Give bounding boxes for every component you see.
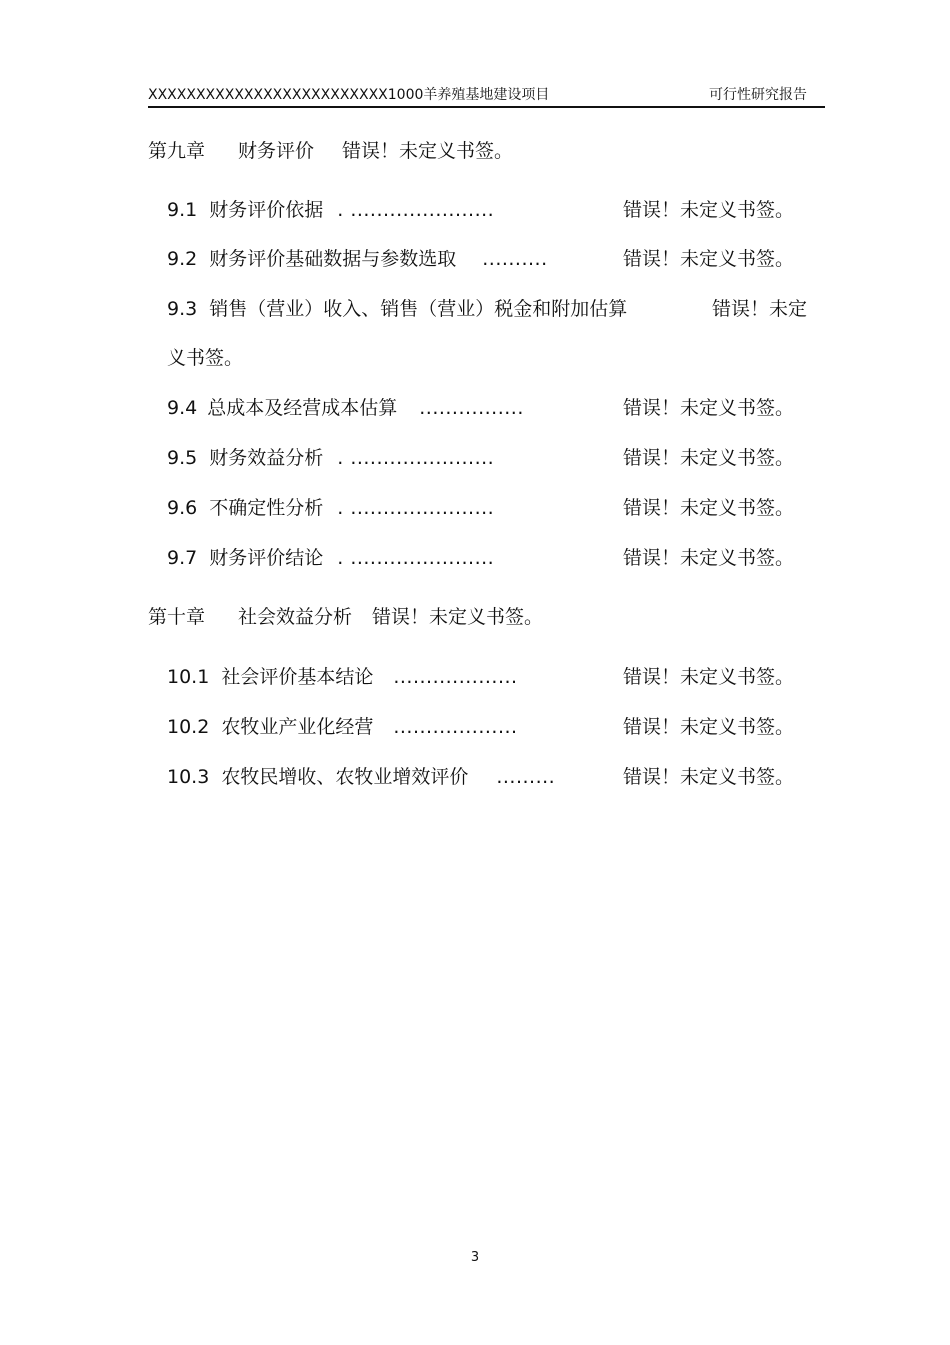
- leader-dots: . ......................: [337, 547, 495, 569]
- leader-dots: ................: [419, 397, 524, 419]
- chapter-number: 第九章: [148, 140, 206, 162]
- chapter-error: 错误！未定义书签。: [342, 140, 514, 162]
- toc-section-10-1[interactable]: [167, 665, 817, 689]
- section-number: 10.1: [167, 666, 210, 688]
- section-number: 9.5: [167, 447, 198, 469]
- section-number: 9.3: [167, 298, 198, 320]
- chapter-error: 错误！未定义书签。: [372, 606, 544, 628]
- toc-section-10-3[interactable]: [167, 765, 817, 789]
- section-number: 9.1: [167, 199, 198, 221]
- section-title: 财务评价依据: [209, 199, 324, 221]
- toc-section-9-1[interactable]: [167, 198, 817, 222]
- section-error: 错误！未定义书签。: [623, 447, 795, 469]
- section-title: 不确定性分析: [209, 497, 324, 519]
- leader-dots: ...................: [393, 716, 518, 738]
- section-error: 错误！未定义书签。: [623, 497, 795, 519]
- section-error: 错误！未定义书签。: [623, 716, 795, 738]
- section-title: 总成本及经营成本估算: [207, 397, 398, 419]
- section-title: 农牧民增收、农牧业增效评价: [221, 766, 469, 788]
- leader-dots: ...................: [393, 666, 518, 688]
- header-project-title: XXXXXXXXXXXXXXXXXXXXXXXXX1000羊养殖基地建设项目: [148, 87, 550, 103]
- toc-section-10-2[interactable]: [167, 715, 817, 739]
- toc-section-9-7[interactable]: [167, 546, 817, 570]
- leader-dots: . ......................: [337, 497, 495, 519]
- section-number: 10.2: [167, 716, 210, 738]
- section-error: 错误！未定义书签。: [623, 397, 795, 419]
- section-error: 错误！未定: [712, 298, 808, 320]
- toc-section-9-6[interactable]: [167, 496, 817, 520]
- toc-section-9-4[interactable]: [167, 396, 817, 420]
- section-title: 财务效益分析: [209, 447, 324, 469]
- page-number: 3: [470, 1250, 480, 1265]
- section-title: 财务评价结论: [209, 547, 324, 569]
- page-header: [148, 82, 825, 108]
- header-report-type: 可行性研究报告: [709, 87, 807, 103]
- section-error: 错误！未定义书签。: [623, 766, 795, 788]
- section-title: 财务评价基础数据与参数选取: [209, 248, 457, 270]
- section-number: 9.7: [167, 547, 198, 569]
- section-error-continued: 义书签。: [167, 347, 244, 369]
- toc-section-9-3[interactable]: [167, 297, 808, 321]
- leader-dots: . ......................: [337, 447, 495, 469]
- section-number: 9.2: [167, 248, 198, 270]
- section-number: 10.3: [167, 766, 210, 788]
- toc-section-9-3-continued[interactable]: [167, 346, 243, 370]
- chapter-number: 第十章: [148, 606, 206, 628]
- section-number: 9.6: [167, 497, 198, 519]
- chapter-title: 社会效益分析: [238, 606, 353, 628]
- leader-dots: .........: [496, 766, 556, 788]
- section-title: 社会评价基本结论: [221, 666, 374, 688]
- toc-chapter-10[interactable]: [148, 605, 543, 629]
- toc-section-9-5[interactable]: [167, 446, 817, 470]
- section-error: 错误！未定义书签。: [623, 547, 795, 569]
- toc-chapter-9[interactable]: [148, 139, 513, 163]
- section-error: 错误！未定义书签。: [623, 666, 795, 688]
- leader-dots: . ......................: [337, 199, 495, 221]
- section-title: 销售（营业）收入、销售（营业）税金和附加估算: [209, 298, 628, 320]
- toc-section-9-2[interactable]: [167, 247, 817, 271]
- leader-dots: ..........: [482, 248, 548, 270]
- chapter-title: 财务评价: [238, 140, 315, 162]
- section-title: 农牧业产业化经营: [221, 716, 374, 738]
- section-number: 9.4: [167, 397, 198, 419]
- section-error: 错误！未定义书签。: [623, 199, 795, 221]
- section-error: 错误！未定义书签。: [623, 248, 795, 270]
